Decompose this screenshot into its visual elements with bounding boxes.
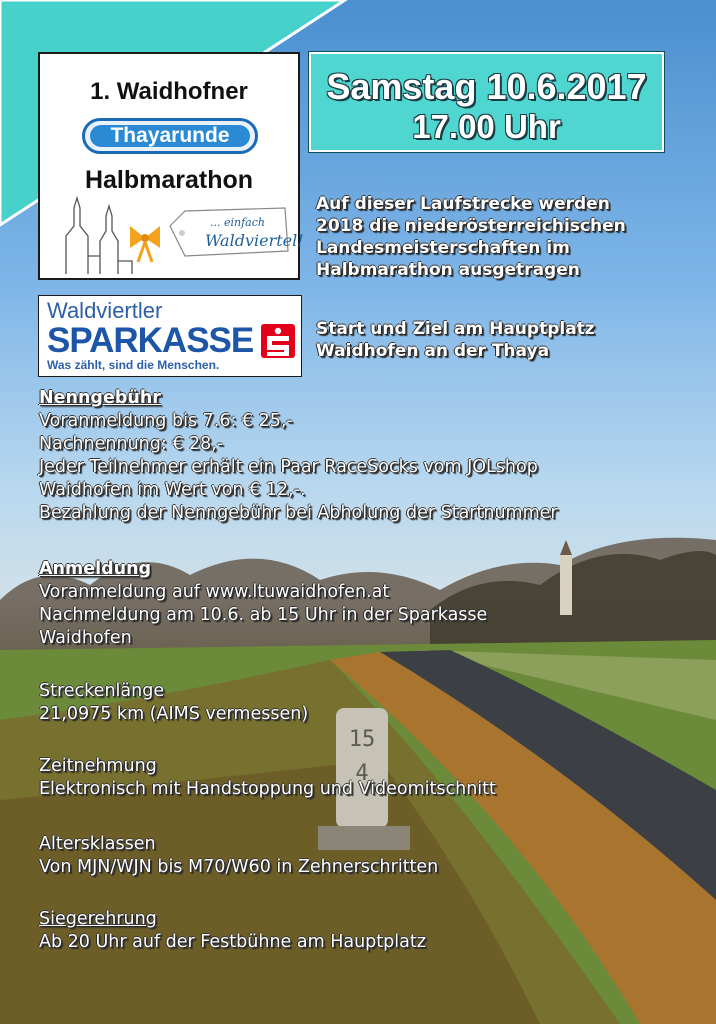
- intro-line: 2018 die niederösterreichischen: [316, 216, 626, 236]
- intro-line: Auf dieser Laufstrecke werden: [316, 194, 610, 214]
- section-nenngebuehr: [39, 387, 558, 525]
- date-box: [309, 52, 664, 152]
- section-heading: Siegerehrung: [39, 909, 157, 929]
- section-line: Elektronisch mit Handstoppung und Videomitschnitt: [39, 779, 496, 799]
- tag-icon: [170, 208, 304, 256]
- logo-title-line1: 1. Waidhofner: [90, 78, 248, 105]
- section-anmeldung: [39, 558, 487, 650]
- section-alter: [39, 833, 438, 879]
- section-heading: Streckenlänge: [39, 681, 165, 701]
- section-line: Von MJN/WJN bis M70/W60 in Zehnerschritten: [39, 857, 439, 877]
- event-date: Samstag 10.6.2017: [326, 66, 647, 107]
- intro-line: Landesmeisterschaften im: [316, 238, 570, 258]
- intro-line: Halbmarathon ausgetragen: [316, 260, 580, 280]
- section-heading: Altersklassen: [39, 834, 156, 854]
- tag-text-line2: Waldviertel!: [205, 231, 304, 250]
- milestone-sub: 4: [355, 761, 369, 786]
- section-zeit: [39, 755, 496, 801]
- section-line: Waidhofen: [39, 628, 132, 648]
- intro-text: [316, 193, 626, 281]
- event-logo: [38, 52, 304, 280]
- logo-pill-text: Thayarunde: [90, 125, 250, 147]
- section-line: Voranmeldung auf www.ltuwaidhofen.at: [39, 582, 390, 602]
- section-sieger: [39, 908, 426, 954]
- tag-text-line1: ... einfach: [210, 216, 265, 229]
- section-line: Nachmeldung am 10.6. ab 15 Uhr in der Sparkasse: [39, 605, 488, 625]
- section-strecke: [39, 680, 308, 726]
- start-line: Start und Ziel am Hauptplatz: [316, 319, 595, 339]
- section-heading: Anmeldung: [39, 559, 152, 579]
- sparkasse-s-icon: [261, 324, 295, 358]
- section-line: Ab 20 Uhr auf der Festbühne am Hauptplatz: [39, 932, 426, 952]
- section-line: Bezahlung der Nenngebühr bei Abholung der Startnummer: [39, 503, 558, 523]
- section-line: Jeder Teilnehmer erhält ein Paar RaceSocks vom JOLshop: [39, 457, 538, 477]
- bow-icon: [130, 226, 160, 262]
- section-heading: Nenngebühr: [39, 388, 161, 408]
- section-heading: Zeitnehmung: [39, 756, 157, 776]
- town-skyline-icon: [60, 196, 304, 276]
- section-line: Waidhofen im Wert von € 12,-.: [39, 480, 306, 500]
- logo-pill: [82, 118, 258, 154]
- start-line: Waidhofen an der Thaya: [316, 341, 550, 361]
- section-line: Voranmeldung bis 7.6: € 25,-: [39, 411, 293, 431]
- sparkasse-region: Waldviertler: [47, 298, 163, 323]
- section-line: Nachnennung: € 28,-: [39, 434, 224, 454]
- sparkasse-logo: [38, 295, 302, 377]
- start-text: [316, 318, 595, 362]
- sparkasse-claim: Was zählt, sind die Menschen.: [47, 358, 220, 372]
- logo-title-line3: Halbmarathon: [84, 166, 254, 194]
- section-line: 21,0975 km (AIMS vermessen): [39, 704, 309, 724]
- milestone-number: 15: [348, 727, 376, 752]
- event-time: 17.00 Uhr: [412, 108, 561, 145]
- sparkasse-name: SPARKASSE: [47, 321, 254, 360]
